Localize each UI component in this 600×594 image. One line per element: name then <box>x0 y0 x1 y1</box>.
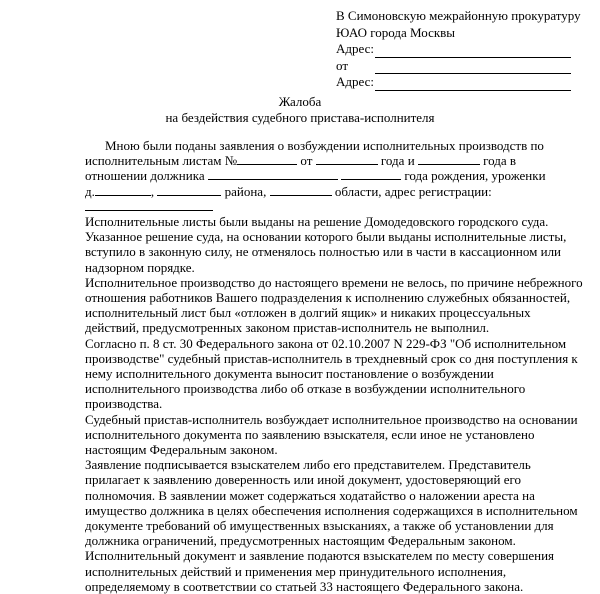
text-fragment: исполнительным листам № <box>85 153 238 169</box>
text-fragment: , <box>150 183 155 199</box>
debtor-name-blank[interactable] <box>208 168 338 180</box>
birth-year-blank[interactable] <box>341 168 401 180</box>
paragraph-5: Судебный пристав-исполнитель возбуждает исполнительное производство на основании исполнительного документа по заявлению взыскателя, если иное не установлено настоящим Федеральным законом. <box>85 411 578 458</box>
paragraph-1-line-2 <box>85 153 585 168</box>
document-body <box>85 138 585 594</box>
sender-row <box>336 58 598 75</box>
text-fragment: области, адрес регистрации: <box>334 183 492 199</box>
paragraph-1-line-5 <box>85 199 585 214</box>
region-blank[interactable] <box>270 184 332 196</box>
text-fragment: д. <box>85 183 95 199</box>
recipient-city-line <box>336 25 598 42</box>
text-fragment: отношении должника <box>85 168 205 184</box>
text-fragment: года рождения, уроженки <box>404 168 546 184</box>
paragraph-1-line-1: Мною были поданы заявления о возбуждении исполнительных производств по <box>105 138 544 153</box>
doc-number-blank[interactable] <box>237 153 297 165</box>
paragraph-3: Исполнительное производство до настоящего времени не велось, по причине небрежного отношения работников Вашего подразделения к исполнению служебных обязанностей, исполнительный лист был «отложен в долгий ящик» и никаких процессуальных действий, предусмотренных законом пристав-исполнитель не выполнил. <box>85 274 583 336</box>
paragraph-6: Заявление подписывается взыскателем либо его представителем. Представитель прилагает к заявлению доверенность или иной документ, удостоверяющий его полномочия. В заявлении может содержаться ходатайство о наложении ареста на имущество должника в целях обеспечения исполнения содержащихся в исполнительном документе требований об имущественных взысканиях, а также об установлении для должника ограничений, предусмотренных настоящим Федеральным законом. <box>85 457 578 549</box>
paragraph-2: Исполнительные листы были выданы на решение Домодедовского городского суда. Указанное решение суда, на основании которого были выданы исполнительные листы, вступило в законную силу, не отменялось полностью или в части в кассационном или надзорном порядке. <box>85 214 567 275</box>
date-blank[interactable] <box>418 153 480 165</box>
date-blank[interactable] <box>316 153 378 165</box>
sender-address-row <box>336 74 598 91</box>
title-line: Жалоба <box>278 94 322 109</box>
recipient-block <box>336 8 598 91</box>
registration-address-blank[interactable] <box>85 199 213 211</box>
address-label: Адрес: <box>336 41 374 56</box>
district-blank[interactable] <box>157 184 221 196</box>
subtitle-line: на бездействия судебного пристава-исполнителя <box>165 110 435 125</box>
village-blank[interactable] <box>95 184 151 196</box>
paragraph-1-line-4 <box>85 184 585 199</box>
paragraph-4: Согласно п. 8 ст. 30 Федерального закона от 02.10.2007 N 229-ФЗ "Об исполнительном производстве" судебный пристав-исполнитель в трехдневный срок со дня поступления к нему исполнительного документа выносит постановление о возбуждении исполнительного производства либо об отказе в возбуждении исполнительного производства. <box>85 335 578 412</box>
recipient-line <box>336 8 598 25</box>
text-fragment: года в <box>483 153 517 169</box>
paragraph-1-line-3 <box>85 168 585 183</box>
text-fragment: района, <box>224 183 267 199</box>
address-blank[interactable] <box>375 45 571 58</box>
document-title <box>0 94 600 126</box>
sender-address-blank[interactable] <box>375 78 571 91</box>
sender-blank[interactable] <box>375 61 571 74</box>
recipient-name: В Симоновскую межрайонную прокуратуру <box>336 8 581 23</box>
recipient-address-row <box>336 41 598 58</box>
text-fragment: года и <box>380 153 415 169</box>
recipient-city: ЮАО города Москвы <box>336 24 456 40</box>
paragraph-7: Исполнительный документ и заявление подаются взыскателем по месту совершения исполнительных действий и применения мер принудительного исполнения, определяемому в соответствии со статьей 33 настоящего Федерального закона. <box>85 548 555 594</box>
text-fragment: от <box>300 153 313 169</box>
sender-address-label: Адрес: <box>336 74 374 89</box>
from-label: от <box>336 57 349 73</box>
